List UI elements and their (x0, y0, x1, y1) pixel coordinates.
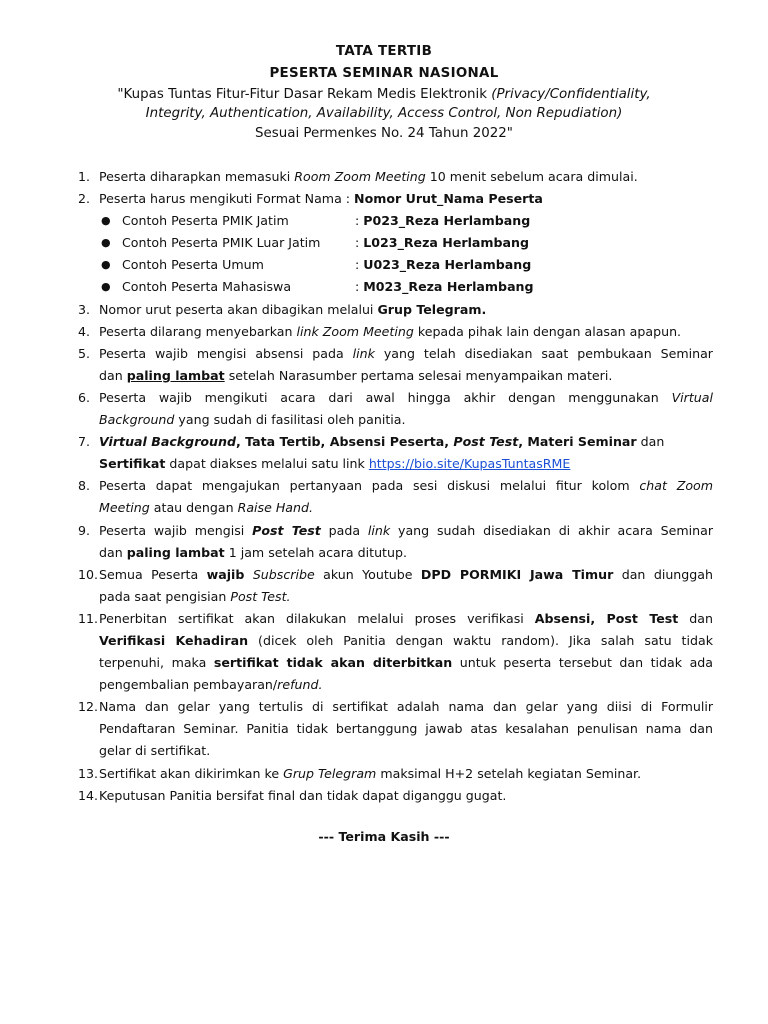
format-example-item (0, 232, 768, 254)
rule-5-continued (0, 365, 768, 387)
example-value (355, 276, 534, 298)
rule-number: 1. (78, 169, 91, 184)
document-subtitle: PESERTA SEMINAR NASIONAL (269, 66, 499, 82)
text: Nomor urut peserta akan dibagikan melalui (99, 301, 378, 317)
text: dan (99, 367, 127, 383)
rule-10-continued (0, 586, 768, 608)
rule-text: Nama dan gelar yang tertulis di sertifikat adalah nama dan gelar yang diisi di Formulir (99, 699, 713, 715)
text: Peserta dapat mengajukan pertanyaan pada sesi diskusi melalui fitur kolom (99, 478, 640, 494)
italic-text: Room Zoom Meeting (294, 169, 426, 184)
rule-11-continued (0, 630, 768, 652)
rule-text: gelar di sertifikat. (99, 743, 211, 759)
bold-italic-text: Post Test (453, 434, 519, 450)
rule-text (99, 608, 713, 630)
rule-6 (0, 387, 768, 409)
text: Penerbitan sertifikat akan dilakukan melalui proses verifikasi (99, 610, 535, 626)
rule-number: 2. (78, 191, 91, 207)
colon: : (355, 279, 364, 295)
bold-italic-text: Virtual Background (99, 434, 236, 450)
bold-text: Absensi, Post Test (534, 610, 679, 626)
format-example-item (0, 276, 768, 298)
rule-number: 12. (78, 699, 99, 715)
text: dan diunggah (613, 566, 713, 582)
text: terpenuhi, maka (99, 655, 214, 671)
rule-text (99, 652, 713, 674)
text: Peserta harus mengikuti Format Nama : (99, 191, 355, 207)
rule-text (99, 453, 713, 475)
rule-number: 13. (78, 765, 99, 781)
italic-text: Grup Telegram (283, 765, 377, 781)
rule-12-continued (0, 718, 768, 740)
text (244, 567, 252, 582)
italic-text: refund. (277, 677, 323, 693)
text: Peserta wajib mengisi absensi pada (99, 345, 353, 361)
format-example-item (0, 210, 768, 232)
bold-text: paling lambat (126, 544, 225, 560)
bullet-icon: ● (101, 236, 111, 250)
text: Sertifikat akan dikirimkan ke (99, 765, 284, 781)
seminar-title-italic: Integrity, Authentication, Availability, Access Control, Non Repudiation) (145, 106, 623, 122)
bold-text: Grup Telegram. (377, 301, 487, 317)
rule-text (99, 520, 713, 542)
rule-text (99, 763, 713, 785)
rule-text (99, 188, 713, 210)
rule-13 (0, 763, 768, 785)
text: (dicek oleh Panitia dengan waktu random). Jika salah satu tidak (248, 632, 713, 648)
rule-12 (0, 696, 768, 718)
rule-number: 5. (78, 345, 91, 361)
closing-thanks: --- Terima Kasih --- (318, 829, 450, 844)
rule-text (99, 387, 713, 409)
text: pengembalian pembayaran/ (99, 677, 278, 693)
colon: : (355, 257, 364, 273)
text: 1 jam setelah acara ditutup. (224, 544, 407, 560)
bold-text: U023_Reza Herlambang (363, 257, 532, 273)
bullet-icon: ● (101, 280, 111, 294)
rule-2 (0, 188, 768, 210)
italic-text: Subscribe (252, 566, 315, 582)
seminar-title-line-1 (40, 85, 728, 104)
document-header (40, 42, 728, 143)
example-label: Contoh Peserta Umum (122, 257, 264, 273)
bold-text: Verifikasi Kehadiran (99, 632, 249, 648)
italic-text: link Zoom Meeting (296, 323, 414, 339)
rule-number: 4. (78, 323, 91, 339)
rule-text: Keputusan Panitia bersifat final dan tidak dapat diganggu gugat. (99, 787, 507, 803)
rule-11 (0, 608, 768, 630)
rule-text (99, 564, 713, 586)
example-value (355, 232, 529, 254)
text: Semua Peserta (99, 566, 207, 582)
colon: : (355, 235, 364, 251)
rule-11-continued (0, 674, 768, 696)
text: yang sudah disediakan di akhir acara Seminar (390, 522, 714, 538)
text: yang sudah di fasilitasi oleh panitia. (174, 412, 406, 428)
bold-text: Sertifikat (99, 456, 166, 472)
bold-text: L023_Reza Herlambang (363, 235, 530, 251)
italic-text: Meeting (99, 500, 150, 516)
example-label: Contoh Peserta PMIK Jatim (122, 213, 289, 229)
rule-number: 14. (78, 787, 99, 803)
rule-text (99, 431, 713, 453)
bold-text: DPD PORMIKI Jawa Timur (420, 566, 614, 582)
text: 10 menit sebelum acara dimulai. (425, 169, 638, 184)
rule-14 (0, 785, 768, 807)
text: atau dengan (149, 500, 238, 516)
bold-text: Nomor Urut_Nama Peserta (354, 191, 543, 207)
rule-1 (0, 166, 768, 188)
rule-text (99, 497, 713, 519)
text: dan (99, 544, 127, 560)
rule-text (99, 542, 713, 564)
seminar-title-text: "Kupas Tuntas Fitur-Fitur Dasar Rekam Medis Elektronik (117, 86, 492, 102)
seminar-title-italic: (Privacy/Confidentiality, (491, 86, 651, 102)
text: yang telah disediakan saat pembukaan Seminar (374, 345, 713, 361)
rule-11-continued (0, 652, 768, 674)
rule-number: 11. (78, 610, 99, 626)
rule-text (99, 321, 713, 343)
text: pada saat pengisian (99, 588, 231, 604)
bold-text: , Tata Tertib, Absensi Peserta, (236, 434, 454, 450)
rule-9 (0, 520, 768, 542)
example-value (355, 210, 530, 232)
rule-number: 9. (78, 522, 91, 538)
text: Peserta wajib mengisi (99, 522, 253, 538)
text: maksimal H+2 setelah kegiatan Seminar. (376, 765, 642, 781)
rule-text (99, 586, 713, 608)
text: dan (678, 610, 713, 626)
rule-text (99, 630, 713, 652)
rule-text: Pendaftaran Seminar. Panitia tidak bertanggung jawab atas kesalahan penulisan nama dan (99, 721, 713, 737)
rule-8-continued (0, 497, 768, 519)
text: setelah Narasumber pertama selesai menyampaikan materi. (224, 367, 613, 383)
rule-text (99, 409, 713, 431)
rule-text (99, 299, 713, 321)
rule-12-continued (0, 740, 768, 762)
rule-3 (0, 299, 768, 321)
rule-text (99, 365, 713, 387)
seminar-title-line-2 (40, 104, 728, 123)
rule-number: 8. (78, 478, 91, 494)
colon: : (355, 213, 364, 229)
rule-10 (0, 564, 768, 586)
italic-text: Virtual (671, 389, 713, 405)
seminar-title-line-3: Sesuai Permenkes No. 24 Tahun 2022" (255, 125, 513, 141)
rule-number: 3. (78, 301, 91, 317)
rule-6-continued (0, 409, 768, 431)
bullet-icon: ● (101, 214, 111, 228)
format-example-item (0, 254, 768, 276)
italic-text: Post Test. (230, 588, 291, 604)
bold-italic-text: Post Test (252, 522, 321, 538)
italic-text: chat Zoom (639, 478, 713, 494)
document-title: TATA TERTIB (335, 44, 433, 59)
example-value (355, 254, 531, 276)
italic-text: link (352, 345, 375, 361)
bio-site-link[interactable]: https://bio.site/KupasTuntasRME (368, 456, 571, 472)
rule-number: 7. (78, 434, 91, 450)
rules-list (0, 166, 768, 807)
text: dan (636, 434, 665, 450)
example-label: Contoh Peserta PMIK Luar Jatim (122, 235, 321, 251)
text: kepada pihak lain dengan alasan apapun. (413, 323, 682, 339)
rule-number: 10. (78, 566, 99, 582)
example-label: Contoh Peserta Mahasiswa (122, 279, 292, 295)
italic-text: Background (99, 412, 175, 428)
rule-7 (0, 431, 768, 453)
text: Peserta wajib mengikuti acara dari awal hingga akhir dengan menggunakan (99, 389, 672, 405)
italic-text: Raise Hand. (237, 500, 314, 516)
text: dapat diakses melalui satu link (165, 456, 369, 472)
rule-8 (0, 475, 768, 497)
text: untuk peserta tersebut dan tidak ada (452, 655, 714, 671)
rule-text (99, 343, 713, 365)
rule-5 (0, 343, 768, 365)
bold-text: P023_Reza Herlambang (363, 213, 531, 229)
rule-text (99, 475, 713, 497)
rule-text (99, 166, 713, 188)
rule-text (99, 674, 713, 696)
rule-4 (0, 321, 768, 343)
rule-number: 6. (78, 389, 91, 405)
bullet-icon: ● (101, 258, 111, 272)
bold-text: , Materi Seminar (518, 434, 637, 450)
italic-text: link (367, 522, 391, 538)
bold-text: wajib (206, 566, 245, 582)
rule-7-continued (0, 453, 768, 475)
text: akun Youtube (314, 566, 421, 582)
bold-text: M023_Reza Herlambang (363, 279, 534, 295)
text: Peserta dilarang menyebarkan (99, 323, 297, 339)
bold-text: sertifikat tidak akan diterbitkan (213, 655, 453, 671)
text: pada (320, 522, 368, 538)
bold-underlined-text: paling lambat (126, 367, 225, 383)
text: Peserta diharapkan memasuki (99, 169, 295, 184)
rule-9-continued (0, 542, 768, 564)
